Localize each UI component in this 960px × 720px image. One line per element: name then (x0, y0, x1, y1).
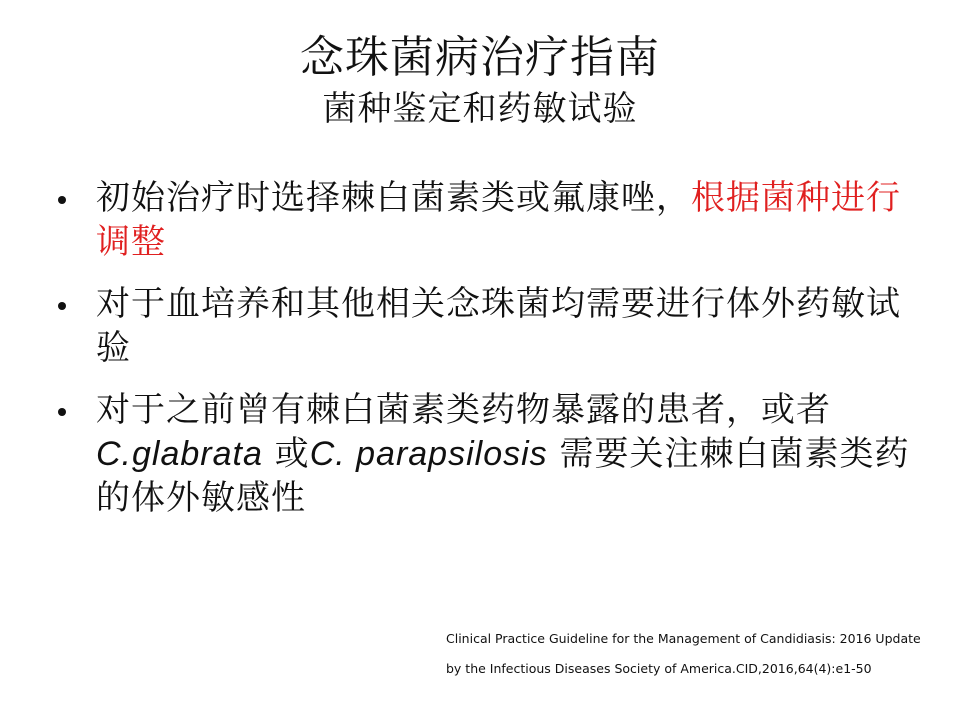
citation (446, 624, 921, 684)
bullet-3-text-b: 或 (262, 434, 310, 474)
title-block (0, 30, 960, 132)
slide-title: 念珠菌病治疗指南 (300, 32, 660, 83)
bullet-dot-icon (58, 408, 66, 416)
bullet-3-text-c: 需要关注棘白菌素类药的体外敏感性 (96, 434, 910, 518)
species-name-parapsilosis: C. parapsilosis (309, 435, 548, 473)
bullet-3-text-a: 对于之前曾有棘白菌素类药物暴露的患者，或者 (96, 390, 831, 430)
bullet-dot-icon (58, 196, 66, 204)
species-name-glabrata: C.glabrata (96, 435, 263, 473)
bullet-item-3 (58, 388, 918, 520)
bullet-dot-icon (58, 302, 66, 310)
bullet-1-text: 初始治疗时选择棘白菌素类或氟康唑， (96, 178, 691, 218)
citation-line-2: by the Infectious Diseases Society of America.CID,2016,64(4):e1-50 (446, 661, 872, 676)
bullet-list (58, 176, 918, 538)
bullet-item-1 (58, 176, 918, 264)
bullet-item-2 (58, 282, 918, 370)
citation-line-1: Clinical Practice Guideline for the Management of Candidiasis: 2016 Update (446, 631, 921, 646)
slide-subtitle: 菌种鉴定和药敏试验 (322, 89, 638, 129)
bullet-2-text: 对于血培养和其他相关念珠菌均需要进行体外药敏试验 (96, 284, 901, 368)
bullet-1-emphasis: 根据菌种进行调整 (96, 178, 901, 262)
